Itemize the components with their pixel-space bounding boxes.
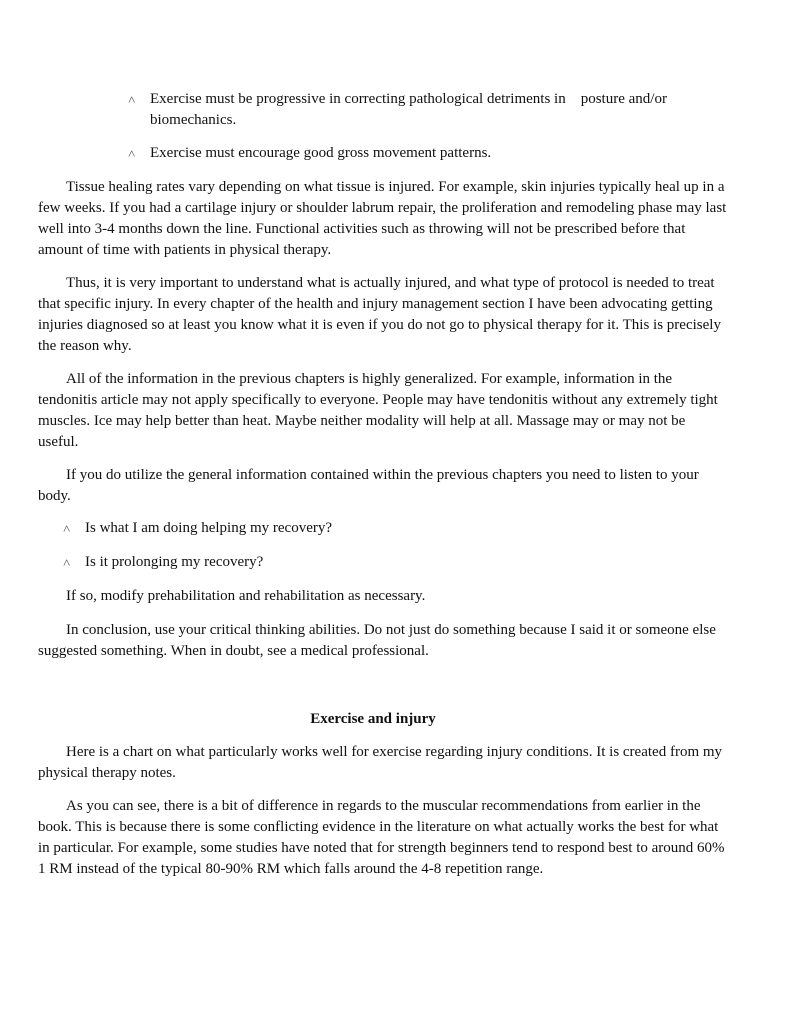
arrowhead-bullet-icon: ˄ bbox=[63, 555, 71, 570]
paragraph: Here is a chart on what particularly works well for exercise regarding injury conditions. It is created from my physical therapy notes. bbox=[38, 744, 723, 781]
bullet-text: Is it prolonging my recovery? bbox=[85, 554, 264, 570]
list-item bbox=[63, 518, 663, 539]
arrowhead-bullet-icon: ˄ bbox=[63, 521, 71, 536]
paragraph: In conclusion, use your critical thinking abilities. Do not just do something because I said it or someone else suggested something. When in doubt, see a medical professional. bbox=[38, 622, 716, 659]
list-item bbox=[128, 89, 708, 131]
paragraph: If so, modify prehabilitation and rehabilitation as necessary. bbox=[66, 588, 426, 604]
paragraph: All of the information in the previous chapters is highly generalized. For example, information in the tendonitis article may not apply specifically to everyone. People may have tendonitis without any extremely tight muscles. Ice may help better than heat. Maybe neither modality will help at all. Massage may or may not be useful. bbox=[38, 371, 718, 450]
arrowhead-bullet-icon: ˄ bbox=[128, 92, 136, 107]
bullet-text: Exercise must encourage good gross movement patterns. bbox=[150, 145, 492, 161]
list-item bbox=[128, 143, 708, 164]
paragraph: Tissue healing rates vary depending on what tissue is injured. For example, skin injuries typically heal up in a few weeks. If you had a cartilage injury or shoulder labrum repair, the proliferation and remodeling phase may last well into 3-4 months down the line. Functional activities such as throwing will not be prescribed before that amount of time with patients in physical therapy. bbox=[38, 179, 727, 258]
arrowhead-bullet-icon: ˄ bbox=[128, 146, 136, 161]
bullet-text: Is what I am doing helping my recovery? bbox=[85, 520, 333, 536]
paragraph: As you can see, there is a bit of difference in regards to the muscular recommendations from earlier in the book. This is because there is some conflicting evidence in the literature on what actually works the best for what in particular. For example, some studies have noted that for strength beginners tend to respond best to around 60% 1 RM instead of the typical 80-90% RM which falls around the 4-8 repetition range. bbox=[38, 798, 725, 877]
section-heading: Exercise and injury bbox=[310, 711, 436, 727]
list-item bbox=[63, 552, 663, 573]
bullet-text: Exercise must be progressive in correcting pathological detriments in posture and/or biomechanics. bbox=[150, 91, 667, 128]
paragraph: Thus, it is very important to understand what is actually injured, and what type of protocol is needed to treat that specific injury. In every chapter of the health and injury management section I have been advocating getting injuries diagnosed so at least you know what it is even if you do not go to physical therapy for it. This is precisely the reason why. bbox=[38, 275, 721, 354]
paragraph: If you do utilize the general information contained within the previous chapters you need to listen to your body. bbox=[38, 467, 699, 504]
